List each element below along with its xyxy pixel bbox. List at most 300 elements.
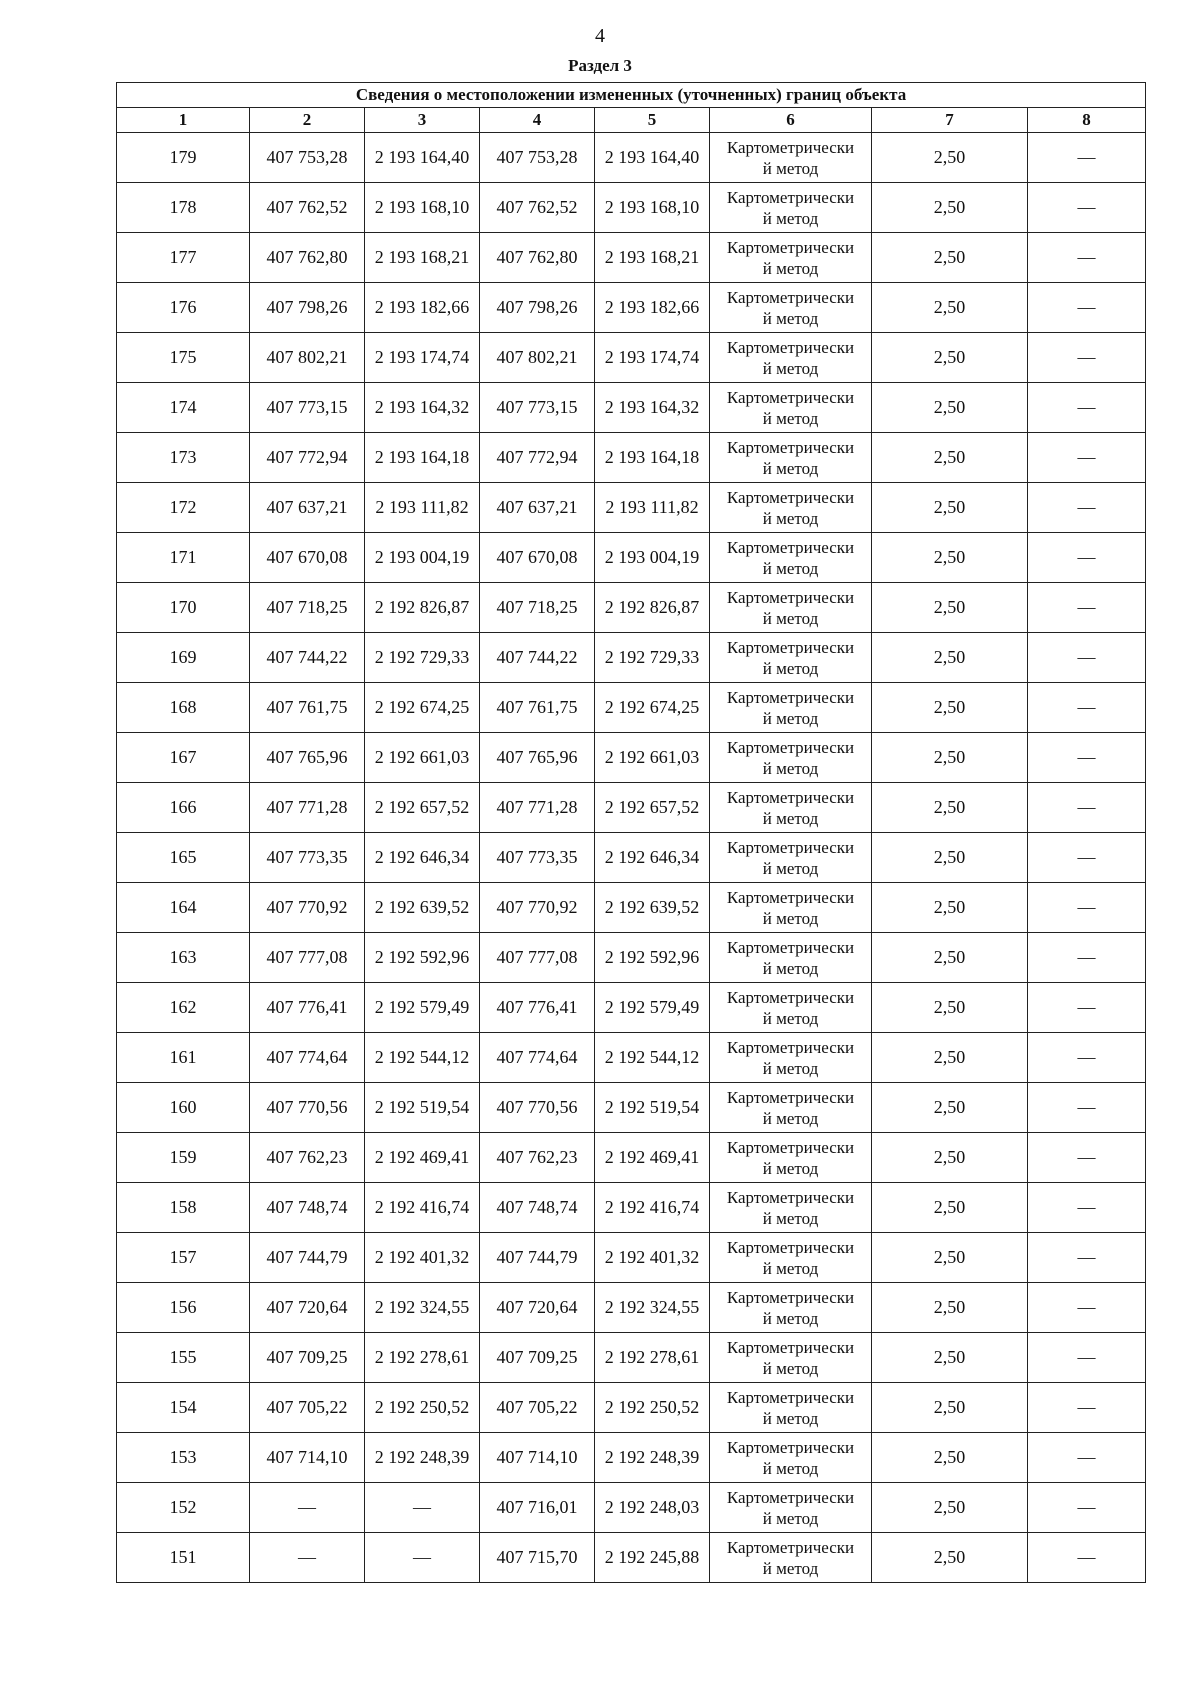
description-cell: —: [1028, 133, 1146, 183]
method-cell: [710, 333, 872, 383]
refined-x-cell: 407 761,75: [480, 683, 595, 733]
refined-x-cell: 407 762,23: [480, 1133, 595, 1183]
existing-x-cell: 407 637,21: [250, 483, 365, 533]
accuracy-cell: 2,50: [872, 233, 1028, 283]
refined-x-cell: 407 802,21: [480, 333, 595, 383]
existing-y-cell: 2 193 164,18: [365, 433, 480, 483]
method-cell: [710, 633, 872, 683]
method-text-line: й метод: [762, 358, 819, 378]
description-cell: —: [1028, 1333, 1146, 1383]
method-text-line: Картометрически: [726, 837, 855, 857]
refined-y-cell: 2 192 469,41: [595, 1133, 710, 1183]
point-number-cell: 157: [117, 1233, 250, 1283]
refined-x-cell: 407 637,21: [480, 483, 595, 533]
method-cell: [710, 1033, 872, 1083]
table-row: [117, 283, 1146, 333]
existing-x-cell: 407 761,75: [250, 683, 365, 733]
point-number-cell: 153: [117, 1433, 250, 1483]
existing-y-cell: 2 193 111,82: [365, 483, 480, 533]
table-row: [117, 1483, 1146, 1533]
existing-y-cell: 2 193 182,66: [365, 283, 480, 333]
description-cell: —: [1028, 333, 1146, 383]
table-row: [117, 733, 1146, 783]
method-text-line: Картометрически: [726, 587, 855, 607]
existing-y-cell: 2 192 729,33: [365, 633, 480, 683]
description-cell: —: [1028, 1433, 1146, 1483]
existing-x-cell: 407 744,22: [250, 633, 365, 683]
refined-x-cell: 407 762,80: [480, 233, 595, 283]
existing-x-cell: 407 772,94: [250, 433, 365, 483]
point-number-cell: 175: [117, 333, 250, 383]
refined-y-cell: 2 193 164,32: [595, 383, 710, 433]
point-number-cell: 172: [117, 483, 250, 533]
table-row: [117, 1433, 1146, 1483]
description-cell: —: [1028, 433, 1146, 483]
method-cell: [710, 133, 872, 183]
point-number-cell: 164: [117, 883, 250, 933]
accuracy-cell: 2,50: [872, 883, 1028, 933]
table-row: [117, 883, 1146, 933]
existing-x-cell: 407 670,08: [250, 533, 365, 583]
method-text-line: Картометрически: [726, 287, 855, 307]
method-cell: [710, 933, 872, 983]
description-cell: —: [1028, 1383, 1146, 1433]
method-text-line: Картометрически: [726, 1437, 855, 1457]
method-cell: [710, 1433, 872, 1483]
method-text-line: Картометрически: [726, 237, 855, 257]
refined-x-cell: 407 718,25: [480, 583, 595, 633]
existing-y-cell: 2 193 164,32: [365, 383, 480, 433]
accuracy-cell: 2,50: [872, 1033, 1028, 1083]
refined-y-cell: 2 193 174,74: [595, 333, 710, 383]
table-row: [117, 1233, 1146, 1283]
method-text-line: й метод: [762, 1108, 819, 1128]
refined-y-cell: 2 192 579,49: [595, 983, 710, 1033]
existing-y-cell: 2 192 657,52: [365, 783, 480, 833]
method-text-line: Картометрически: [726, 987, 855, 1007]
method-text-line: Картометрически: [726, 337, 855, 357]
refined-x-cell: 407 770,92: [480, 883, 595, 933]
method-cell: [710, 1383, 872, 1433]
method-text-line: Картометрически: [726, 187, 855, 207]
table-row: [117, 383, 1146, 433]
method-text-line: й метод: [762, 1408, 819, 1428]
point-number-cell: 165: [117, 833, 250, 883]
refined-y-cell: 2 193 164,40: [595, 133, 710, 183]
existing-y-cell: 2 192 826,87: [365, 583, 480, 633]
existing-y-cell: 2 192 661,03: [365, 733, 480, 783]
table-row: [117, 783, 1146, 833]
method-cell: [710, 383, 872, 433]
point-number-cell: 178: [117, 183, 250, 233]
description-cell: —: [1028, 883, 1146, 933]
refined-x-cell: 407 744,79: [480, 1233, 595, 1283]
method-text-line: й метод: [762, 308, 819, 328]
method-text-line: Картометрически: [726, 1237, 855, 1257]
existing-x-cell: 407 776,41: [250, 983, 365, 1033]
point-number-cell: 155: [117, 1333, 250, 1383]
existing-y-cell: 2 192 469,41: [365, 1133, 480, 1183]
method-cell: [710, 1533, 872, 1583]
method-text-line: й метод: [762, 1158, 819, 1178]
table-row: [117, 633, 1146, 683]
method-cell: [710, 1183, 872, 1233]
method-text-line: Картометрически: [726, 1087, 855, 1107]
point-number-cell: 174: [117, 383, 250, 433]
existing-y-cell: 2 192 250,52: [365, 1383, 480, 1433]
accuracy-cell: 2,50: [872, 433, 1028, 483]
method-text-line: й метод: [762, 1358, 819, 1378]
table-row: [117, 983, 1146, 1033]
existing-x-cell: 407 770,56: [250, 1083, 365, 1133]
point-number-cell: 151: [117, 1533, 250, 1583]
method-text-line: Картометрически: [726, 737, 855, 757]
refined-y-cell: 2 193 004,19: [595, 533, 710, 583]
existing-x-cell: 407 714,10: [250, 1433, 365, 1483]
existing-y-cell: 2 192 592,96: [365, 933, 480, 983]
description-cell: —: [1028, 1533, 1146, 1583]
refined-x-cell: 407 773,35: [480, 833, 595, 883]
refined-x-cell: 407 720,64: [480, 1283, 595, 1333]
refined-x-cell: 407 777,08: [480, 933, 595, 983]
method-cell: [710, 283, 872, 333]
method-text-line: Картометрически: [726, 887, 855, 907]
description-cell: —: [1028, 1283, 1146, 1333]
refined-y-cell: 2 192 324,55: [595, 1283, 710, 1333]
refined-x-cell: 407 705,22: [480, 1383, 595, 1433]
description-cell: —: [1028, 483, 1146, 533]
existing-y-cell: 2 193 004,19: [365, 533, 480, 583]
column-number-1: 1: [117, 108, 250, 133]
method-cell: [710, 1283, 872, 1333]
table-row: [117, 533, 1146, 583]
description-cell: —: [1028, 1233, 1146, 1283]
refined-y-cell: 2 192 245,88: [595, 1533, 710, 1583]
existing-y-cell: 2 192 519,54: [365, 1083, 480, 1133]
method-text-line: Картометрически: [726, 1387, 855, 1407]
existing-y-cell: 2 192 416,74: [365, 1183, 480, 1233]
table-row: [117, 483, 1146, 533]
method-text-line: Картометрически: [726, 1037, 855, 1057]
existing-x-cell: 407 720,64: [250, 1283, 365, 1333]
accuracy-cell: 2,50: [872, 533, 1028, 583]
accuracy-cell: 2,50: [872, 1083, 1028, 1133]
point-number-cell: 169: [117, 633, 250, 683]
table-row: [117, 1533, 1146, 1583]
table-row: [117, 433, 1146, 483]
method-text-line: й метод: [762, 1208, 819, 1228]
method-cell: [710, 183, 872, 233]
existing-y-cell: 2 192 674,25: [365, 683, 480, 733]
point-number-cell: 158: [117, 1183, 250, 1233]
accuracy-cell: 2,50: [872, 783, 1028, 833]
table-row: [117, 333, 1146, 383]
method-text-line: й метод: [762, 808, 819, 828]
accuracy-cell: 2,50: [872, 983, 1028, 1033]
table-row: [117, 583, 1146, 633]
accuracy-cell: 2,50: [872, 1183, 1028, 1233]
existing-x-cell: —: [250, 1533, 365, 1583]
existing-y-cell: 2 192 401,32: [365, 1233, 480, 1283]
table-row: [117, 1333, 1146, 1383]
refined-y-cell: 2 193 111,82: [595, 483, 710, 533]
method-text-line: й метод: [762, 158, 819, 178]
column-number-7: 7: [872, 108, 1028, 133]
existing-x-cell: 407 774,64: [250, 1033, 365, 1083]
refined-y-cell: 2 193 164,18: [595, 433, 710, 483]
refined-x-cell: 407 765,96: [480, 733, 595, 783]
refined-y-cell: 2 192 646,34: [595, 833, 710, 883]
accuracy-cell: 2,50: [872, 633, 1028, 683]
method-text-line: й метод: [762, 1008, 819, 1028]
method-text-line: й метод: [762, 958, 819, 978]
method-text-line: й метод: [762, 1558, 819, 1578]
method-text-line: й метод: [762, 1058, 819, 1078]
accuracy-cell: 2,50: [872, 583, 1028, 633]
existing-x-cell: 407 744,79: [250, 1233, 365, 1283]
column-number-3: 3: [365, 108, 480, 133]
refined-y-cell: 2 193 182,66: [595, 283, 710, 333]
point-number-cell: 179: [117, 133, 250, 183]
refined-y-cell: 2 192 729,33: [595, 633, 710, 683]
accuracy-cell: 2,50: [872, 1233, 1028, 1283]
refined-y-cell: 2 192 401,32: [595, 1233, 710, 1283]
refined-y-cell: 2 192 657,52: [595, 783, 710, 833]
point-number-cell: 171: [117, 533, 250, 583]
description-cell: —: [1028, 933, 1146, 983]
method-cell: [710, 1233, 872, 1283]
existing-x-cell: 407 770,92: [250, 883, 365, 933]
point-number-cell: 170: [117, 583, 250, 633]
existing-x-cell: 407 762,23: [250, 1133, 365, 1183]
method-cell: [710, 483, 872, 533]
existing-x-cell: 407 762,80: [250, 233, 365, 283]
method-cell: [710, 1333, 872, 1383]
description-cell: —: [1028, 283, 1146, 333]
method-text-line: Картометрически: [726, 1487, 855, 1507]
existing-y-cell: 2 193 164,40: [365, 133, 480, 183]
existing-x-cell: 407 777,08: [250, 933, 365, 983]
point-number-cell: 168: [117, 683, 250, 733]
description-cell: —: [1028, 1183, 1146, 1233]
method-cell: [710, 733, 872, 783]
method-text-line: й метод: [762, 708, 819, 728]
existing-x-cell: 407 802,21: [250, 333, 365, 383]
existing-x-cell: 407 773,35: [250, 833, 365, 883]
description-cell: —: [1028, 1133, 1146, 1183]
refined-y-cell: 2 192 416,74: [595, 1183, 710, 1233]
refined-x-cell: 407 772,94: [480, 433, 595, 483]
existing-y-cell: 2 192 579,49: [365, 983, 480, 1033]
accuracy-cell: 2,50: [872, 683, 1028, 733]
method-cell: [710, 683, 872, 733]
description-cell: —: [1028, 383, 1146, 433]
point-number-cell: 160: [117, 1083, 250, 1133]
existing-x-cell: 407 762,52: [250, 183, 365, 233]
refined-x-cell: 407 714,10: [480, 1433, 595, 1483]
refined-x-cell: 407 771,28: [480, 783, 595, 833]
point-number-cell: 152: [117, 1483, 250, 1533]
method-text-line: Картометрически: [726, 637, 855, 657]
refined-y-cell: 2 193 168,10: [595, 183, 710, 233]
method-text-line: Картометрически: [726, 687, 855, 707]
existing-x-cell: 407 765,96: [250, 733, 365, 783]
description-cell: —: [1028, 233, 1146, 283]
column-number-2: 2: [250, 108, 365, 133]
existing-y-cell: 2 193 168,21: [365, 233, 480, 283]
method-cell: [710, 433, 872, 483]
point-number-cell: 177: [117, 233, 250, 283]
method-text-line: й метод: [762, 508, 819, 528]
method-text-line: й метод: [762, 208, 819, 228]
method-text-line: Картометрически: [726, 487, 855, 507]
refined-x-cell: 407 798,26: [480, 283, 595, 333]
column-number-4: 4: [480, 108, 595, 133]
table-row: [117, 1183, 1146, 1233]
method-text-line: й метод: [762, 908, 819, 928]
description-cell: —: [1028, 733, 1146, 783]
method-text-line: Картометрически: [726, 787, 855, 807]
existing-y-cell: 2 192 278,61: [365, 1333, 480, 1383]
refined-y-cell: 2 192 278,61: [595, 1333, 710, 1383]
refined-x-cell: 407 744,22: [480, 633, 595, 683]
refined-x-cell: 407 753,28: [480, 133, 595, 183]
method-text-line: Картометрически: [726, 1287, 855, 1307]
method-text-line: Картометрически: [726, 537, 855, 557]
point-number-cell: 161: [117, 1033, 250, 1083]
accuracy-cell: 2,50: [872, 1133, 1028, 1183]
description-cell: —: [1028, 533, 1146, 583]
method-text-line: Картометрически: [726, 1337, 855, 1357]
existing-y-cell: 2 193 168,10: [365, 183, 480, 233]
method-text-line: Картометрически: [726, 137, 855, 157]
method-cell: [710, 833, 872, 883]
accuracy-cell: 2,50: [872, 183, 1028, 233]
method-cell: [710, 1133, 872, 1183]
refined-y-cell: 2 192 661,03: [595, 733, 710, 783]
existing-x-cell: 407 705,22: [250, 1383, 365, 1433]
table-row: [117, 833, 1146, 883]
description-cell: —: [1028, 1033, 1146, 1083]
column-number-8: 8: [1028, 108, 1146, 133]
refined-x-cell: 407 770,56: [480, 1083, 595, 1133]
method-text-line: Картометрически: [726, 1537, 855, 1557]
point-number-cell: 166: [117, 783, 250, 833]
description-cell: —: [1028, 983, 1146, 1033]
refined-y-cell: 2 192 248,39: [595, 1433, 710, 1483]
accuracy-cell: 2,50: [872, 733, 1028, 783]
accuracy-cell: 2,50: [872, 1283, 1028, 1333]
method-cell: [710, 883, 872, 933]
description-cell: —: [1028, 1483, 1146, 1533]
refined-x-cell: 407 776,41: [480, 983, 595, 1033]
method-text-line: й метод: [762, 1258, 819, 1278]
refined-y-cell: 2 192 544,12: [595, 1033, 710, 1083]
refined-x-cell: 407 748,74: [480, 1183, 595, 1233]
accuracy-cell: 2,50: [872, 483, 1028, 533]
table-row: [117, 683, 1146, 733]
method-text-line: Картометрически: [726, 937, 855, 957]
point-number-cell: 167: [117, 733, 250, 783]
accuracy-cell: 2,50: [872, 1333, 1028, 1383]
method-text-line: й метод: [762, 1508, 819, 1528]
column-number-6: 6: [710, 108, 872, 133]
method-text-line: й метод: [762, 1308, 819, 1328]
accuracy-cell: 2,50: [872, 133, 1028, 183]
accuracy-cell: 2,50: [872, 383, 1028, 433]
refined-y-cell: 2 193 168,21: [595, 233, 710, 283]
accuracy-cell: 2,50: [872, 1383, 1028, 1433]
point-number-cell: 173: [117, 433, 250, 483]
method-cell: [710, 1483, 872, 1533]
method-text-line: й метод: [762, 258, 819, 278]
existing-x-cell: 407 718,25: [250, 583, 365, 633]
table-row: [117, 933, 1146, 983]
description-cell: —: [1028, 833, 1146, 883]
point-number-cell: 154: [117, 1383, 250, 1433]
existing-y-cell: 2 192 544,12: [365, 1033, 480, 1083]
point-number-cell: 159: [117, 1133, 250, 1183]
existing-y-cell: 2 193 174,74: [365, 333, 480, 383]
refined-y-cell: 2 192 592,96: [595, 933, 710, 983]
table-row: [117, 1283, 1146, 1333]
column-number-row: [117, 108, 1146, 133]
description-cell: —: [1028, 783, 1146, 833]
page-number: 4: [595, 25, 605, 47]
refined-y-cell: 2 192 248,03: [595, 1483, 710, 1533]
accuracy-cell: 2,50: [872, 1483, 1028, 1533]
point-number-cell: 163: [117, 933, 250, 983]
refined-y-cell: 2 192 639,52: [595, 883, 710, 933]
method-cell: [710, 233, 872, 283]
existing-y-cell: 2 192 324,55: [365, 1283, 480, 1333]
point-number-cell: 156: [117, 1283, 250, 1333]
accuracy-cell: 2,50: [872, 283, 1028, 333]
existing-x-cell: 407 748,74: [250, 1183, 365, 1233]
method-cell: [710, 533, 872, 583]
refined-x-cell: 407 709,25: [480, 1333, 595, 1383]
existing-y-cell: 2 192 646,34: [365, 833, 480, 883]
method-text-line: Картометрически: [726, 387, 855, 407]
point-number-cell: 176: [117, 283, 250, 333]
method-cell: [710, 583, 872, 633]
table-row: [117, 183, 1146, 233]
method-text-line: Картометрически: [726, 437, 855, 457]
refined-y-cell: 2 192 826,87: [595, 583, 710, 633]
existing-y-cell: —: [365, 1483, 480, 1533]
method-text-line: й метод: [762, 558, 819, 578]
existing-x-cell: 407 798,26: [250, 283, 365, 333]
boundary-coordinates-table: [116, 82, 1146, 1583]
column-number-5: 5: [595, 108, 710, 133]
existing-x-cell: 407 773,15: [250, 383, 365, 433]
description-cell: —: [1028, 633, 1146, 683]
method-cell: [710, 983, 872, 1033]
refined-x-cell: 407 670,08: [480, 533, 595, 583]
table-row: [117, 233, 1146, 283]
existing-x-cell: 407 709,25: [250, 1333, 365, 1383]
existing-y-cell: —: [365, 1533, 480, 1583]
method-text-line: й метод: [762, 758, 819, 778]
refined-x-cell: 407 773,15: [480, 383, 595, 433]
method-text-line: й метод: [762, 1458, 819, 1478]
method-cell: [710, 783, 872, 833]
refined-x-cell: 407 716,01: [480, 1483, 595, 1533]
accuracy-cell: 2,50: [872, 333, 1028, 383]
refined-y-cell: 2 192 519,54: [595, 1083, 710, 1133]
method-text-line: й метод: [762, 408, 819, 428]
refined-x-cell: 407 774,64: [480, 1033, 595, 1083]
